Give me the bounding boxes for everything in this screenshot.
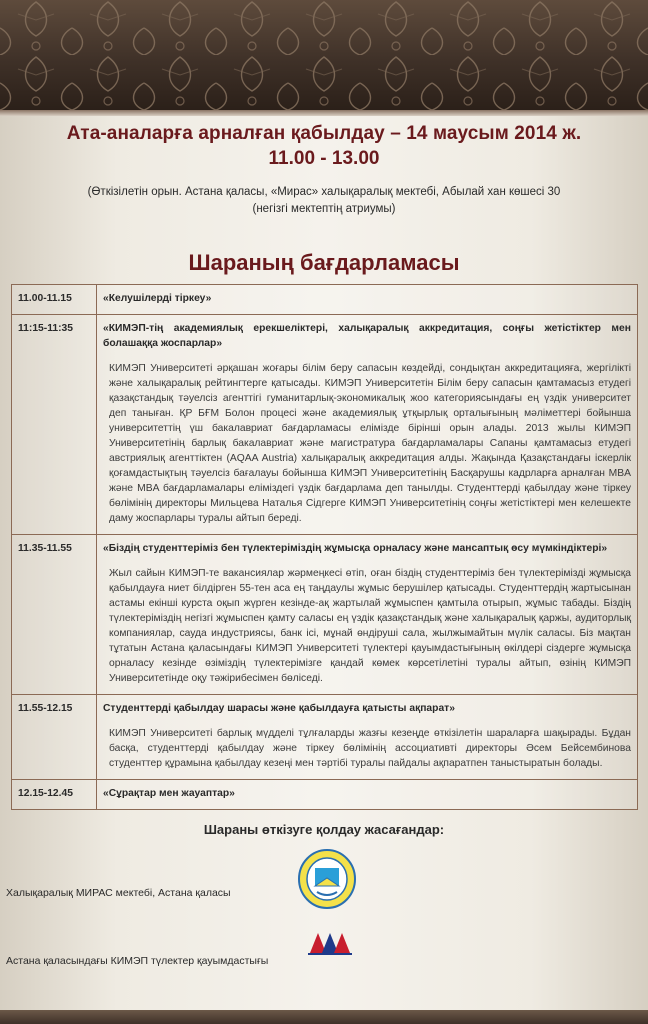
program-time: 12.15-12.45 <box>12 780 97 810</box>
program-item <box>97 315 638 535</box>
footer-band <box>0 1010 648 1024</box>
program-row <box>12 285 638 315</box>
program-item-title: «КИМЭП-тің академиялық ерекшеліктері, халықаралық аккредитация, соңғы жетістіктер мен болашаққа жоспарлар» <box>103 323 631 349</box>
program-item <box>97 535 638 695</box>
program-item <box>97 285 638 315</box>
program-time: 11.55-12.15 <box>12 695 97 780</box>
sponsor-name-miras: Халықаралық МИРАС мектебі, Астана қаласы <box>6 887 231 899</box>
program-time: 11.00-11.15 <box>12 285 97 315</box>
program-row <box>12 315 638 535</box>
program-table <box>11 284 638 810</box>
program-item-title: «Келушілерді тіркеу» <box>103 293 212 304</box>
event-time-range: 11.00 - 13.00 <box>268 148 380 169</box>
program-item <box>97 695 638 780</box>
astana-alumni-association-logo-icon <box>302 929 358 978</box>
program-item <box>97 780 638 810</box>
program-time: 11:15-11:35 <box>12 315 97 535</box>
program-item-title: Студенттерді қабылдау шарасы және қабылдауға қатысты ақпарат» <box>103 703 455 714</box>
supporters-heading: Шараны өткізуге қолдау жасағандар: <box>203 822 445 837</box>
banner-edge <box>0 110 648 116</box>
program-row <box>12 780 638 810</box>
program-heading: Шараның бағдарламасы <box>188 250 460 275</box>
sponsor-name-alumni: Астана қаласындағы КИМЭП түлектер қауымдастығы <box>6 955 269 967</box>
venue-address: (Өткізілетін орын. Астана қаласы, «Мирас» халықаралық мектебі, Абылай хан көшесі 30 <box>87 186 561 198</box>
program-row <box>12 535 638 695</box>
program-item-description: КИМЭП Университеті әрқашан жоғары білім беру сапасын көздейді, сондықтан аккредитацияға, жергілікті және халықаралық рейтингтерге қатысады. КИМЭП Университетін Білім беру сапасын қамтамасыз етудегі қазақстандық тәуелсіз агенттігі гуманитарлық-экономикалық жоо категориясындағы ең үздік университет деп таныған. ҚР БҒМ Болон процесі және академиялық ұтқырлық орталығының мәліметтері бойынша университеттің үш бакалавриат бағдарламасы елімізде бірінші орын алады. 2013 жылы КИМЭП Университетінің барлық бакалавриат және магистратура бағдарламалары Сапаны қамтамасыз етудегі австриялық агенттіктен (AQAA Austria) халықаралық аккредитация алды. Жақында Қазақстандағы іскерлік қоғамдастықтың тәуелсіз бағалауы бойынша КИМЭП Университетінің Басқарушы кадрларға арналған MBA және MBA бағдарламалары еліміздегі үздік бағдарлама деп танылды. Студенттерді қабылдау және тіркеу бөлімінің директоры Мильцева Наталья Сідгерге КИМЭП Университетінің соңғы жетістіктері мен келешекте даму жоспарлары туралы айтып береді. <box>109 363 631 524</box>
program-item-title: «Сұрақтар мен жауаптар» <box>103 788 235 799</box>
program-time: 11.35-11.55 <box>12 535 97 695</box>
miras-school-emblem-icon <box>297 848 357 915</box>
ornament-pattern <box>0 0 648 110</box>
program-item-title: «Біздің студенттеріміз бен түлектеріміздің жұмысқа орналасу және мансаптық өсу мүмкіндіктері» <box>103 543 608 554</box>
ornamental-header-banner <box>0 0 648 110</box>
page-title: Ата-аналарға арналған қабылдау – 14 маусым 2014 ж. <box>66 123 582 144</box>
venue-note: (негізгі мектептің атриумы) <box>252 203 396 215</box>
program-row <box>12 695 638 780</box>
program-item-description: Жыл сайын КИМЭП-те вакансиялар жәрмеңкесі өтіп, оған біздің студенттеріміз бен түлектерімізді жұмысқа қабылдауға ниет білдірген 55-тен аса ең таңдаулы жұмыс берушілер қатысады. Студенттердің жартысынан астамы екінші курста оқып жүрген кезінде-ақ жартылай жұмыспен қамтыла отырып, жұмыс табады. Біздің түлектеріміздің негізгі жұмыспен қамту саласы ең үздік қазақстандық және халықаралық қаржы, аудиторлық компаниялар, сауда индустриясы, банк ісі, мұнай өндіруші сала, жылжымайтын мүлік саласы. Біз мақтан тұтатын Астана қаласындағы КИМЭП Университеті түлектері қауымдастығының өкілдері сіздерге жұмысқа орналасу кезінде өзіміздің түлектерімізге қандай көмек көрсетілетіні туралы айтып, өзінің КИМЭП Университетінде оқу тәжірибесімен бөліседі. <box>109 568 631 684</box>
program-item-description: КИМЭП Университеті барлық мүдделі тұлғаларды жазғы кезеңде өткізілетін шараларға шақырады. Бұдан басқа, студенттерді қабылдау және тіркеу бөлімінің ассоциативті директоры Әсем Бейсембинова студенттер құрамына қабылдау кезеңі мен тәртібі туралы пайдалы ақпаратпен таныстыратын болады. <box>109 728 631 769</box>
